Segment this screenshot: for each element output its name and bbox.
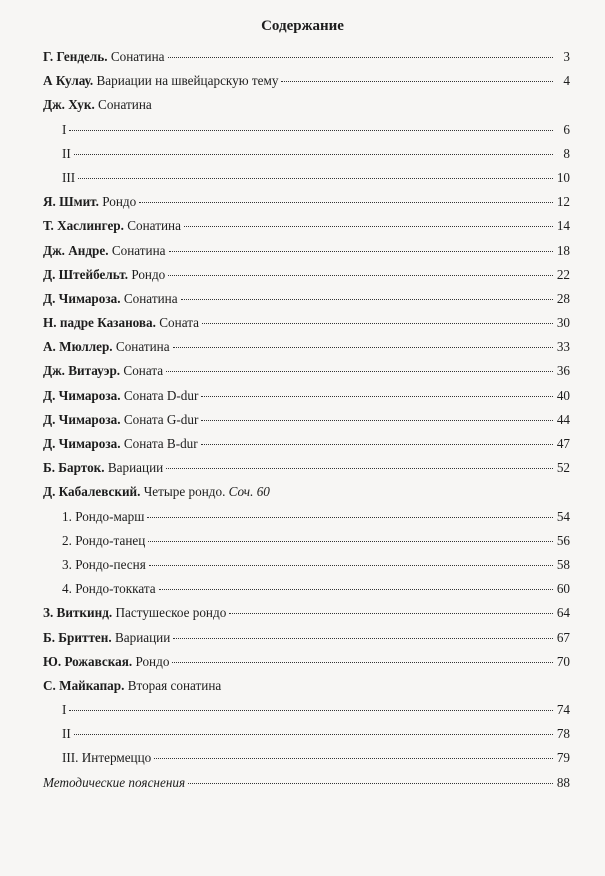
page-number: 3 bbox=[563, 49, 570, 64]
dot-leader bbox=[74, 141, 553, 155]
composer-name: Д. Чимароза. bbox=[43, 411, 121, 427]
page-number: 18 bbox=[556, 242, 570, 258]
toc-subentry bbox=[43, 698, 570, 722]
dot-leader bbox=[139, 189, 553, 203]
composer-name: С. Майкапар. bbox=[43, 677, 125, 693]
work-title: Вторая сонатина bbox=[127, 677, 222, 693]
composer-name: Д. Чимароза. bbox=[43, 387, 121, 403]
toc-entry bbox=[43, 601, 570, 625]
toc-subentry bbox=[43, 722, 570, 746]
dot-leader bbox=[78, 165, 553, 179]
dot-leader bbox=[173, 334, 553, 348]
dot-leader bbox=[281, 68, 553, 82]
work-title: Рондо bbox=[135, 653, 170, 669]
work-title: Сонатина bbox=[123, 290, 178, 306]
toc-subentry bbox=[43, 553, 570, 577]
movement-title: I bbox=[62, 702, 67, 718]
toc-subentry bbox=[43, 166, 570, 190]
page-number: 79 bbox=[556, 750, 570, 766]
toc-entry bbox=[43, 239, 570, 263]
dot-leader bbox=[166, 358, 553, 372]
movement-title: 2. Рондо-танец bbox=[62, 532, 146, 548]
toc-entry bbox=[43, 214, 570, 238]
toc-entry bbox=[43, 650, 570, 674]
dot-leader bbox=[173, 624, 553, 638]
toc-entry bbox=[43, 771, 570, 795]
section-title: Методические пояснения bbox=[43, 774, 186, 790]
toc-entry bbox=[43, 432, 570, 456]
page-number: 60 bbox=[556, 581, 570, 597]
toc-entry bbox=[43, 69, 570, 93]
movement-title: 4. Рондо-токката bbox=[62, 581, 156, 597]
page-number: 28 bbox=[556, 290, 570, 306]
toc-subentry bbox=[43, 577, 570, 601]
dot-leader bbox=[181, 286, 553, 300]
page-number: 64 bbox=[556, 605, 570, 621]
toc-entry bbox=[43, 626, 570, 650]
dot-leader bbox=[149, 552, 553, 566]
work-title: Соната bbox=[123, 363, 164, 379]
composer-name: Т. Хаслингер. bbox=[43, 218, 124, 234]
work-title: Сонатина bbox=[98, 97, 152, 113]
toc-subentry bbox=[43, 142, 570, 166]
page-number: 33 bbox=[556, 339, 570, 355]
dot-leader bbox=[69, 697, 553, 711]
page-number: 44 bbox=[556, 411, 570, 427]
dot-leader bbox=[184, 213, 553, 227]
toc-entry bbox=[43, 287, 570, 311]
movement-title: III bbox=[62, 169, 76, 185]
composer-name: Ю. Рожавская. bbox=[43, 653, 133, 669]
toc-entry bbox=[43, 263, 570, 287]
toc-entry bbox=[43, 674, 570, 698]
dot-leader bbox=[201, 407, 553, 421]
page-number: 78 bbox=[556, 726, 570, 742]
movement-title: I bbox=[62, 121, 67, 137]
toc-subentry bbox=[43, 118, 570, 142]
movement-title: III. Интермеццо bbox=[62, 750, 152, 766]
work-title: Соната G-dur bbox=[123, 411, 199, 427]
toc-entry bbox=[43, 456, 570, 480]
toc-entry bbox=[43, 408, 570, 432]
toc-subentry bbox=[43, 529, 570, 553]
page-number: 8 bbox=[563, 145, 570, 161]
toc-entry bbox=[43, 480, 570, 504]
work-title: Соната bbox=[159, 315, 199, 331]
page-number: 70 bbox=[556, 653, 570, 669]
dot-leader bbox=[69, 116, 553, 130]
work-title: Вариации на швейцарскую тему bbox=[96, 73, 279, 89]
toc-entry bbox=[43, 384, 570, 408]
work-title: Вариации bbox=[107, 460, 164, 476]
composer-name: Б. Бриттен. bbox=[43, 629, 112, 645]
toc-subentry bbox=[43, 505, 570, 529]
composer-name: Дж. Андре. bbox=[43, 242, 109, 258]
work-title: Соната D-dur bbox=[123, 387, 199, 403]
page-number: 74 bbox=[556, 702, 570, 718]
toc-entry bbox=[43, 311, 570, 335]
toc-subentry bbox=[43, 746, 570, 770]
dot-leader bbox=[74, 721, 553, 735]
composer-name: Д. Чимароза. bbox=[43, 436, 121, 451]
dot-leader bbox=[154, 745, 553, 759]
composer-name: Н. падре Казанова. bbox=[43, 315, 156, 331]
opus-number: Соч. 60 bbox=[228, 484, 270, 500]
composer-name: Б. Барток. bbox=[43, 460, 105, 476]
page-number: 47 bbox=[556, 436, 570, 451]
page-title: Содержание bbox=[261, 18, 344, 34]
toc-entry bbox=[43, 335, 570, 359]
toc-entry bbox=[43, 45, 570, 69]
dot-leader bbox=[172, 649, 553, 663]
dot-leader bbox=[201, 431, 553, 445]
dot-leader bbox=[147, 503, 553, 517]
work-title: Сонатина bbox=[127, 218, 181, 234]
page-number: 67 bbox=[556, 629, 570, 645]
composer-name: Д. Кабалевский. bbox=[43, 484, 141, 500]
work-title: Рондо bbox=[102, 194, 137, 210]
composer-name: Г. Гендель. bbox=[43, 49, 108, 64]
toc-entry bbox=[43, 190, 570, 214]
work-title: Сонатина bbox=[110, 49, 165, 64]
toc-entry bbox=[43, 93, 570, 117]
work-title: Вариации bbox=[114, 629, 171, 645]
table-of-contents bbox=[43, 45, 570, 795]
movement-title: 1. Рондо-марш bbox=[62, 508, 145, 524]
toc-entry bbox=[43, 359, 570, 383]
work-title: Рондо bbox=[131, 266, 166, 282]
composer-name: А Кулау. bbox=[43, 73, 94, 89]
composer-name: А. Мюллер. bbox=[43, 339, 113, 355]
page-number: 54 bbox=[556, 508, 570, 524]
work-title: Пастушеское рондо bbox=[115, 605, 227, 621]
composer-name: Дж. Витауэр. bbox=[43, 363, 121, 379]
work-title: Соната B-dur bbox=[123, 436, 198, 451]
page-number: 36 bbox=[556, 363, 570, 379]
dot-leader bbox=[229, 600, 553, 614]
dot-leader bbox=[201, 382, 553, 396]
page-number: 40 bbox=[556, 387, 570, 403]
page-number: 6 bbox=[563, 121, 570, 137]
page-number: 22 bbox=[556, 266, 570, 282]
composer-name: Я. Шмит. bbox=[43, 194, 99, 210]
page-number: 4 bbox=[563, 73, 570, 89]
composer-name: Д. Штейбельт. bbox=[43, 266, 129, 282]
dot-leader bbox=[202, 310, 553, 324]
page-number: 14 bbox=[556, 218, 570, 234]
composer-name: Дж. Хук. bbox=[43, 97, 95, 113]
page-number: 88 bbox=[556, 774, 570, 790]
work-title: Четыре рондо. bbox=[143, 484, 226, 500]
page-number: 56 bbox=[556, 532, 570, 548]
work-title: Сонатина bbox=[115, 339, 170, 355]
dot-leader bbox=[168, 44, 553, 58]
dot-leader bbox=[188, 769, 553, 783]
movement-title: II bbox=[62, 145, 71, 161]
page-number: 12 bbox=[556, 194, 570, 210]
dot-leader bbox=[166, 455, 553, 469]
page-number: 30 bbox=[556, 315, 570, 331]
page-number: 58 bbox=[556, 556, 570, 572]
dot-leader bbox=[159, 576, 553, 590]
movement-title: II bbox=[62, 726, 71, 742]
movement-title: 3. Рондо-песня bbox=[62, 556, 146, 572]
work-title: Сонатина bbox=[111, 242, 166, 258]
page-number: 10 bbox=[556, 169, 570, 185]
dot-leader bbox=[168, 262, 553, 276]
page-number: 52 bbox=[556, 460, 570, 476]
dot-leader bbox=[169, 237, 553, 251]
composer-name: З. Виткинд. bbox=[43, 605, 113, 621]
dot-leader bbox=[148, 528, 553, 542]
composer-name: Д. Чимароза. bbox=[43, 290, 121, 306]
